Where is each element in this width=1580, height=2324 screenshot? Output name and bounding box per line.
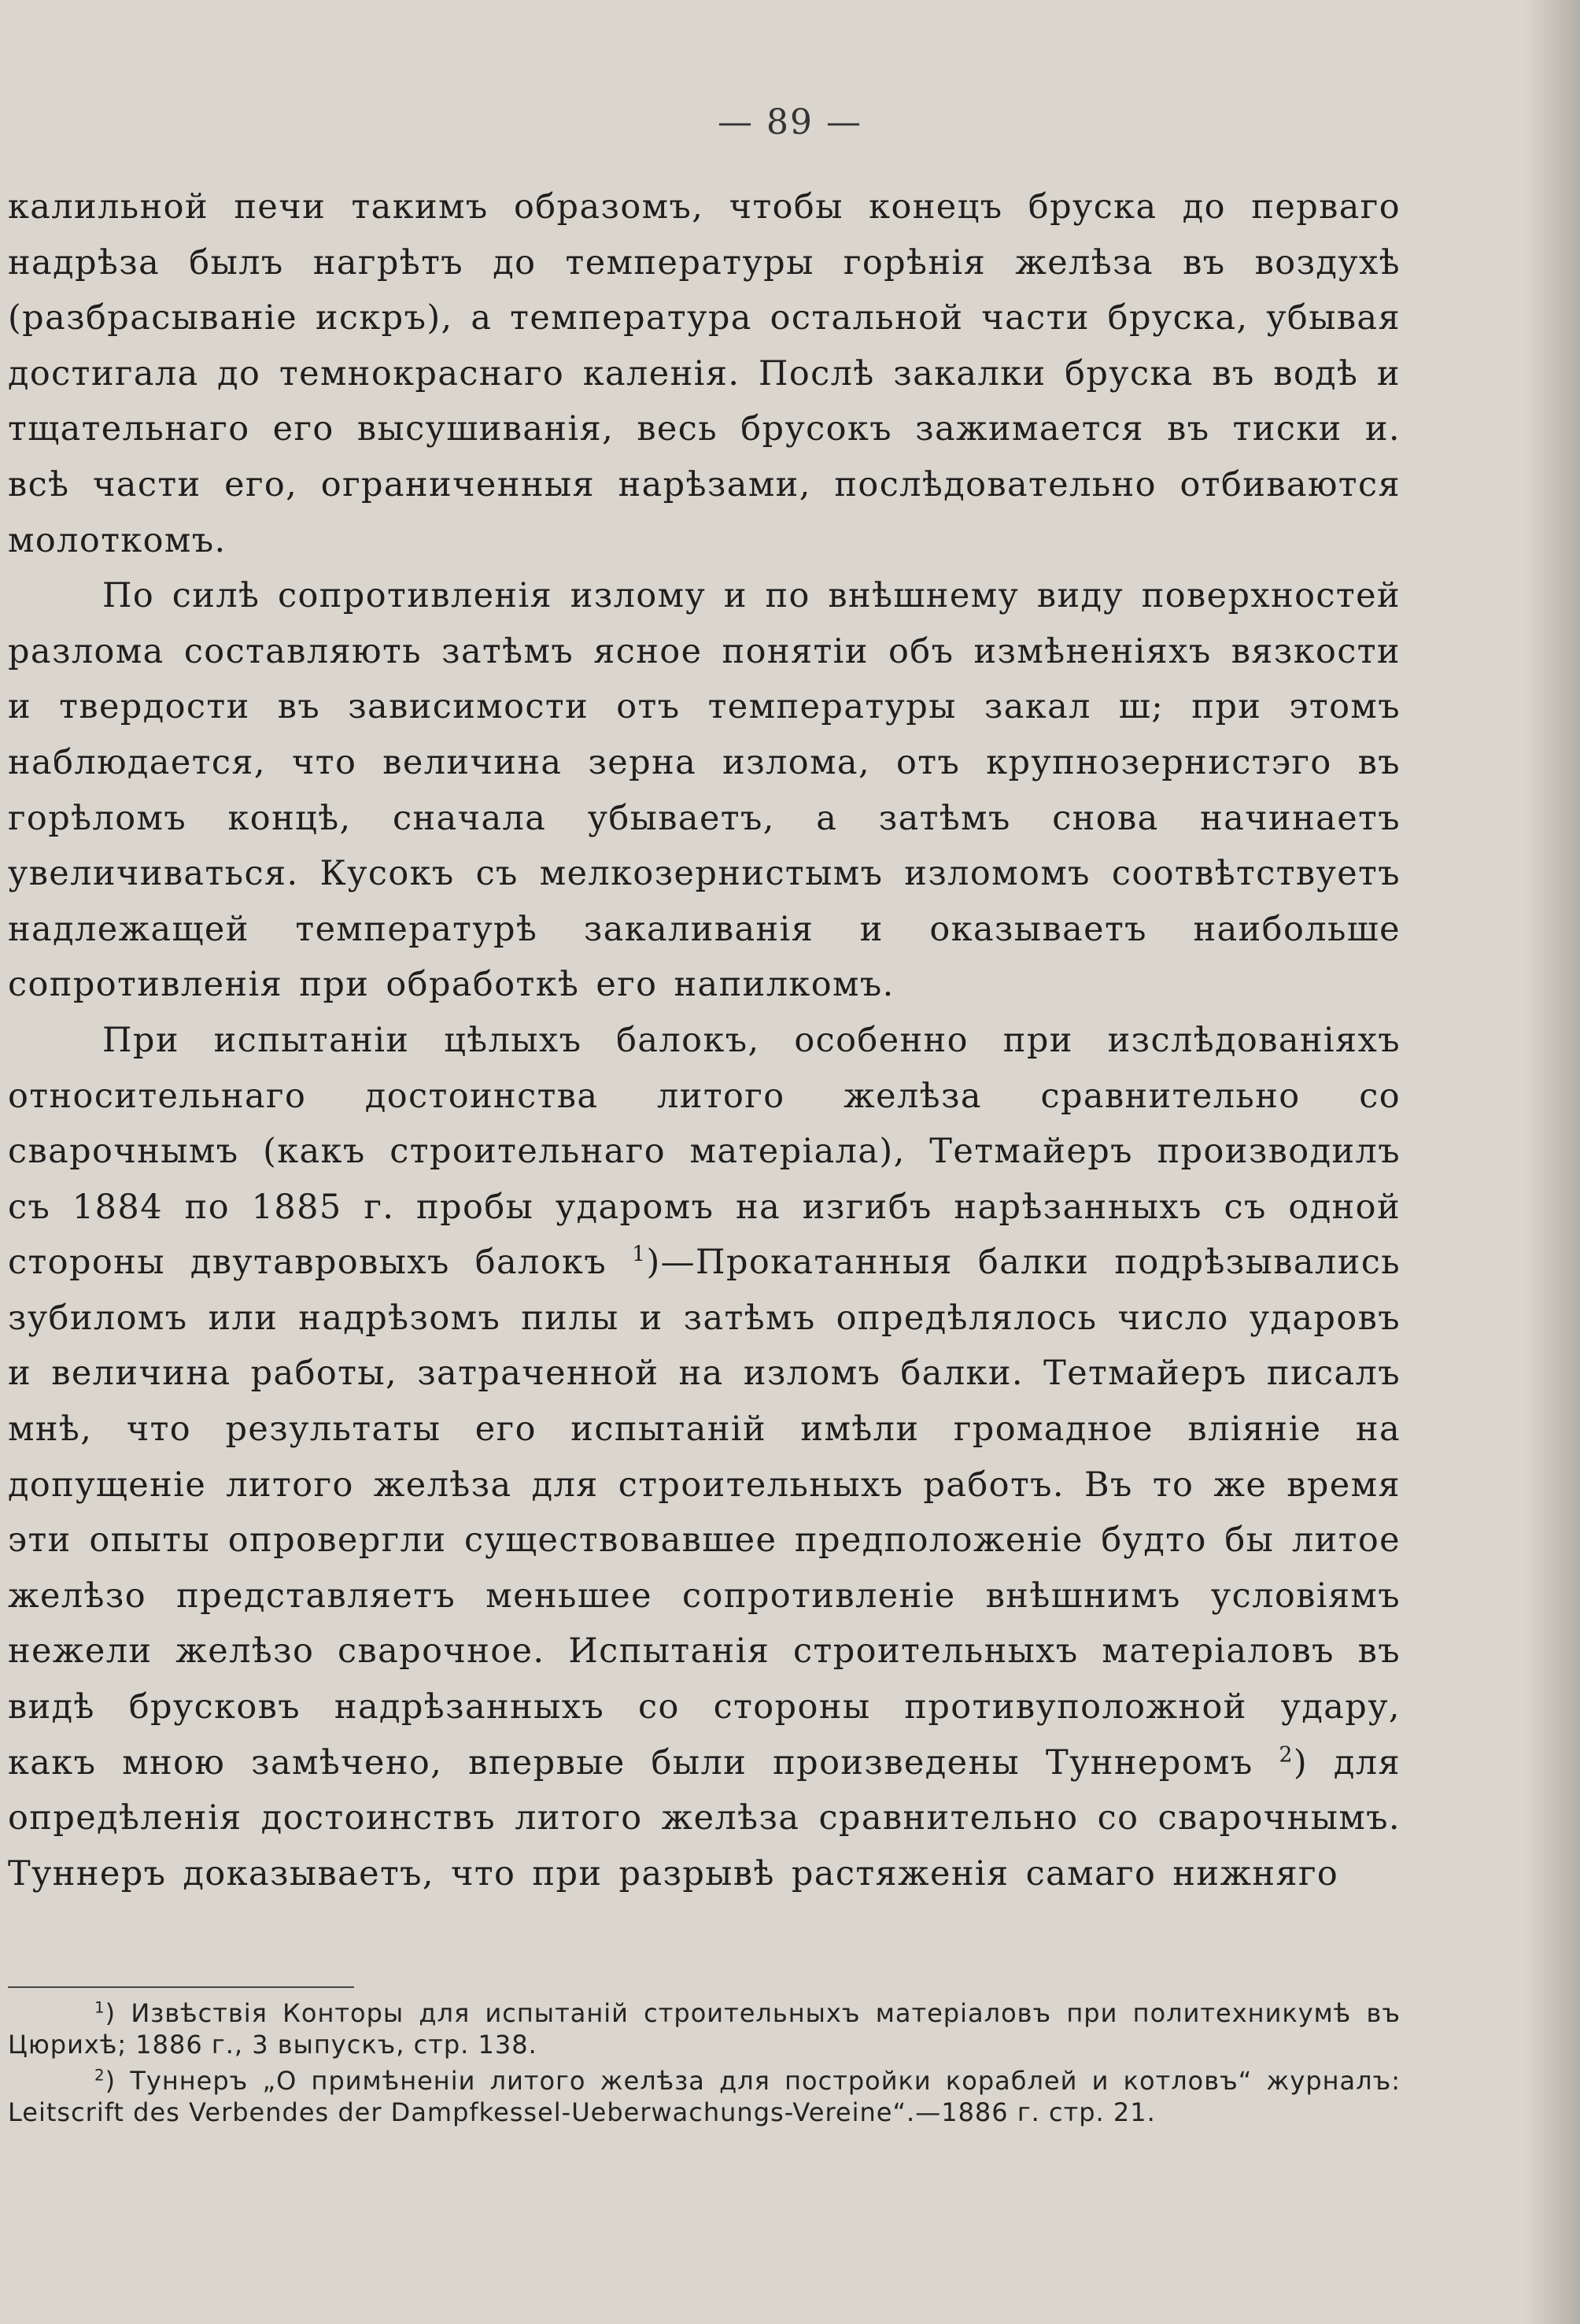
footnote-1-text: ) Извѣствія Конторы для испытаній строительныхъ матеріаловъ при политехникумѣ въ Цюрихѣ; 1886 г., 3 выпускъ, стр. 138. [8,1998,1401,2060]
footnote-2-text: ) Туннеръ „О примѣненіи литого желѣза для постройки кораблей и котловъ“ журналъ: Leitscrift des Verbendes der Dampfkessel-Ueberwachungs-Vereine“.—1886 г. стр. 21. [8,2066,1401,2127]
footnotes [8,1997,1401,2133]
footnote-1 [8,1997,1401,2060]
paragraph-1: калильной печи такимъ образомъ, чтобы конецъ бруска до перваго надрѣза былъ нагрѣтъ до температуры горѣнія желѣза въ воздухѣ (разбрасываніе искръ), а температура остальной части бруска, убывая достигала до темнокраснаго каленія. Послѣ закалки бруска въ водѣ и тщательнаго его высушиванія, весь брусокъ зажимается въ тиски и. всѣ части его, ограниченныя нарѣзами, послѣдовательно отбиваются молоткомъ. [8,187,1401,560]
body-text [8,179,1401,1901]
paragraph-3-part-a: При испытаніи цѣлыхъ балокъ, особенно при изслѣдованіяхъ относительнаго достоинства литого желѣза сравнительно со сварочнымъ (какъ строительнаго матеріала), Тетмайеръ производилъ съ 1884 по 1885 г. пробы ударомъ на изгибъ нарѣзанныхъ съ одной стороны двутавровыхъ балокъ [8,1020,1401,1283]
paragraph-3 [8,1013,1401,1902]
page-number: — 89 — [718,102,862,142]
page-edge-shadow [1525,0,1580,2324]
footnote-2-mark: 2 [94,2066,105,2085]
footnote-2 [8,2065,1401,2128]
paragraph-3-part-c: ) для опредѣленія достоинствъ литого желѣза сравнительно со сварочнымъ. Туннеръ доказываетъ, что при разрывѣ растяженія самаго нижняго [8,1742,1401,1894]
paragraph-3-part-b: )—Прокатанныя балки подрѣзывались зубиломъ или надрѣзомъ пилы и затѣмъ опредѣлялось число ударовъ и величина работы, затраченной на изломъ балки. Тетмайеръ писалъ мнѣ, что результаты его испытаній имѣли громадное вліяніе на допущеніе литого желѣза для строительныхъ работъ. Въ то же время эти опыты опровергли существовавшее предположеніе будто бы литое желѣзо представляетъ меньшее сопротивленіе внѣшнимъ условіямъ нежели желѣзо сварочное. Испытанія строительныхъ матеріаловъ въ видѣ брусковъ надрѣзанныхъ со стороны противуположной удару, какъ мною замѣчено, впервые были произведены Туннеромъ [8,1243,1401,1783]
footnote-mark-2: 2 [1279,1742,1294,1768]
footnote-divider [8,1986,354,1988]
footnote-1-mark: 1 [94,1998,105,2017]
paragraph-2: По силѣ сопротивленія излому и по внѣшнему виду поверхностей разлома составляють затѣмъ ясное понятіи объ измѣненіяхъ вязкости и твердости въ зависимости отъ температуры закал ш; при этомъ наблюдается, что величина зерна излома, отъ крупнозернистэго въ горѣломъ концѣ, сначала убываетъ, а затѣмъ снова начинаетъ увеличиваться. Кусокъ съ мелкозернистымъ изломомъ соотвѣтствуетъ надлежащей температурѣ закаливанія и оказываетъ наибольше сопротивленія при обработкѣ его напилкомъ. [8,576,1401,1005]
footnote-mark-1: 1 [632,1242,647,1267]
